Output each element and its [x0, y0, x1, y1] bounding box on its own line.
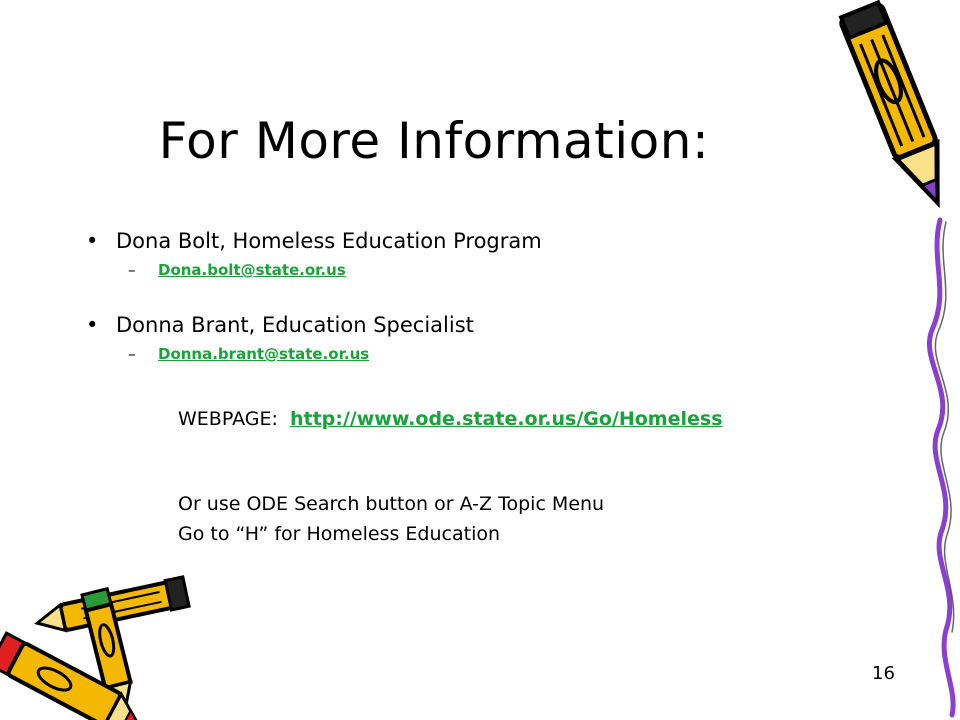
purple-squiggle-line	[860, 200, 960, 720]
contact-2-email-link[interactable]: Donna.brant@state.or.us	[158, 345, 370, 363]
note-line-2: Go to “H” for Homeless Education	[178, 523, 501, 545]
contact-2-email-row	[128, 344, 369, 364]
contact-1-name-bullet	[86, 228, 542, 254]
webpage-label: WEBPAGE:	[178, 408, 278, 430]
contact-1-email-link[interactable]: Dona.bolt@state.or.us	[158, 261, 346, 279]
dash: –	[128, 345, 136, 363]
slide-title: For More Information:	[158, 112, 710, 170]
webpage-link[interactable]: http://www.ode.state.or.us/Go/Homeless	[289, 408, 723, 430]
dash: –	[128, 261, 136, 279]
contact-1-email-row	[128, 260, 346, 280]
bullet-dot: •	[86, 313, 99, 337]
webpage-row	[178, 407, 723, 431]
page-number: 16	[872, 663, 895, 684]
note-line-1: Or use ODE Search button or A-Z Topic Menu	[178, 493, 605, 515]
bullet-dot: •	[86, 229, 99, 253]
pencils-bottom-left-icon	[0, 575, 200, 720]
contact-1-name: Dona Bolt, Homeless Education Program	[116, 229, 542, 253]
contact-2-name: Donna Brant, Education Specialist	[116, 313, 474, 337]
contact-2-name-bullet	[86, 312, 474, 338]
